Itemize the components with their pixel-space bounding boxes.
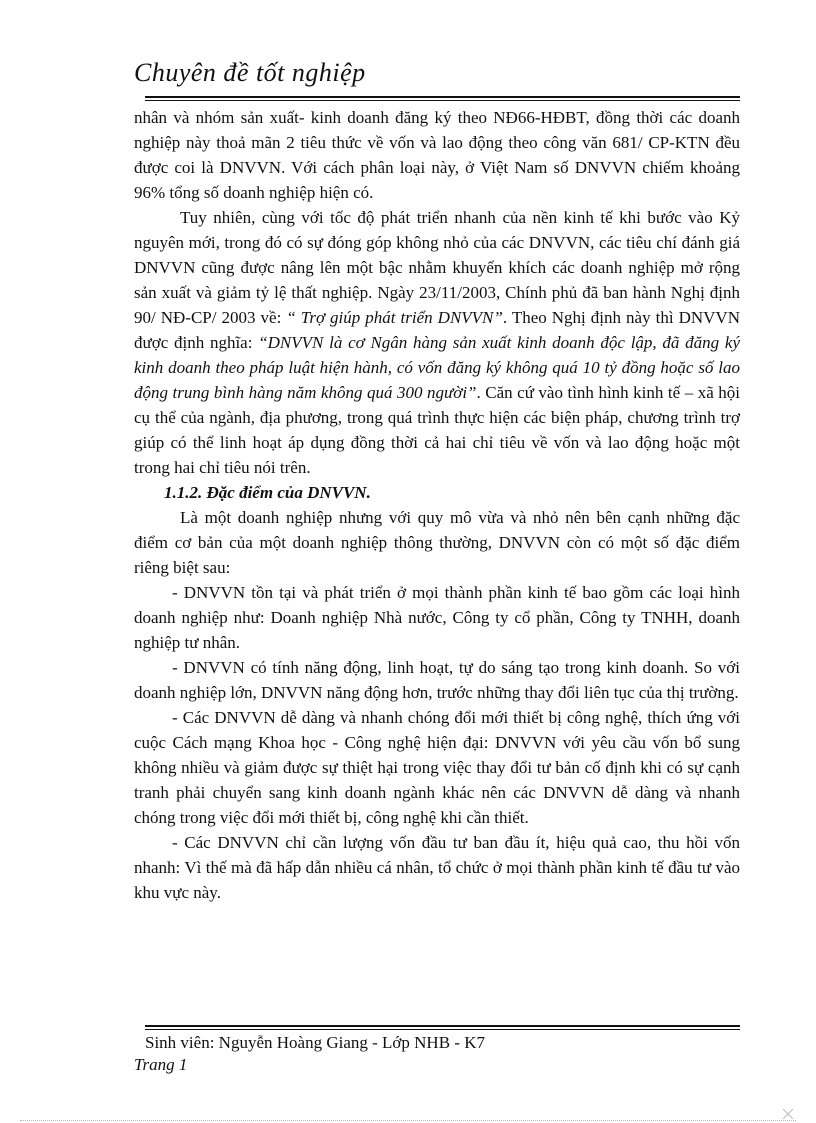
paragraph-2-part-a: Tuy nhiên, cùng với tốc độ phát triển nhanh của nền kinh tế khi bước vào Kỷ nguyên mới, trong đó có sự đóng góp không nhỏ của các DNVVN, các tiêu chí đánh giá DNVVN cũng được nâng lên một bậc nhằm khuyến khích các doanh nghiệp mở rộng sản xuất và giảm tỷ lệ thất nghiệp. Ngày 23/11/2003, Chính phủ đã ban hành Nghị định 90/ NĐ-CP/ 2003 về: (134, 208, 740, 327)
paragraph-3: Là một doanh nghiệp nhưng với quy mô vừa và nhỏ nên bên cạnh những đặc điểm cơ bản của một doanh nghiệp thông thường, DNVVN còn có một số đặc điểm riêng biệt sau: (134, 508, 740, 577)
section-heading: 1.1.2. Đặc điểm của DNVVN. (164, 483, 371, 502)
footer-student: Sinh viên: Nguyễn Hoàng Giang - Lớp NHB - K7 (145, 1033, 485, 1052)
definition-quote: “DNVVN là cơ Ngân hàng sản xuất kinh doanh độc lập, đã đăng ký kinh doanh theo pháp luật hiện hành, có vốn đăng ký không quá 10 tỷ đồng hoặc số lao động trung bình hàng năm không quá 300 người” (134, 333, 740, 402)
header-title: Chuyên đề tốt nghiệp (134, 58, 366, 87)
paragraph-1: nhân và nhóm sản xuất- kinh doanh đăng ký theo NĐ66-HĐBT, đồng thời các doanh nghiệp này thoả mãn 2 tiêu thức về vốn và lao động theo công văn 681/ CP-KTN đều được coi là DNVVN. Với cách phân loại này, ở Việt Nam số DNVVN chiếm khoảng 96% tổng số doanh nghiệp hiện có. (134, 108, 740, 202)
paragraph-2-part-c: . Theo Nghị định này thì DNVVN được định nghĩa: (134, 308, 740, 352)
page-bottom-dotted-line (20, 1120, 796, 1121)
paragraph-2-part-e: . Căn cứ vào tình hình kinh tế – xã hội cụ thể của ngành, địa phương, trong quá trình thực hiện các biện pháp, chương trình trợ giúp có thể linh hoạt áp dụng đồng thời cả hai chỉ tiêu về vốn và lao động hoặc một trong hai chỉ tiêu nói trên. (134, 383, 740, 477)
footer-page-number: Trang 1 (134, 1055, 188, 1074)
header-rule (145, 96, 740, 101)
bullet-paragraph-1: - DNVVN tồn tại và phát triển ở mọi thành phần kinh tế bao gồm các loại hình doanh nghiệp như: Doanh nghiệp Nhà nước, Công ty cổ phần, Công ty TNHH, doanh nghiệp tư nhân. (134, 583, 740, 652)
bullet-paragraph-2: - DNVVN có tính năng động, linh hoạt, tự do sáng tạo trong kinh doanh. So với doanh nghiệp lớn, DNVVN năng động hơn, trước những thay đổi liên tục của thị trường. (134, 658, 740, 702)
body-text (134, 105, 740, 905)
decree-title-quote: “ Trợ giúp phát triển DNVVN” (286, 308, 503, 327)
corner-mark-icon (782, 1108, 794, 1120)
footer-rule (145, 1025, 740, 1030)
bullet-paragraph-3: - Các DNVVN dễ dàng và nhanh chóng đổi mới thiết bị công nghệ, thích ứng với cuộc Cách mạng Khoa học - Công nghệ hiện đại: DNVVN với yêu cầu vốn bổ sung không nhiều và giảm được sự thiệt hại trong việc thay đổi tư bản cố định khi có sự cạnh tranh phải chuyển sang kinh doanh ngành khác nên các DNVVN dễ dàng và nhanh chóng trong việc đổi mới thiết bị, công nghệ khi cần thiết. (134, 708, 740, 827)
paragraph-2 (134, 205, 740, 480)
bullet-paragraph-4: - Các DNVVN chỉ cần lượng vốn đầu tư ban đầu ít, hiệu quả cao, thu hồi vốn nhanh: Vì thế mà đã hấp dẫn nhiều cá nhân, tổ chức ở mọi thành phần kinh tế đầu tư vào khu vực này. (134, 833, 740, 902)
